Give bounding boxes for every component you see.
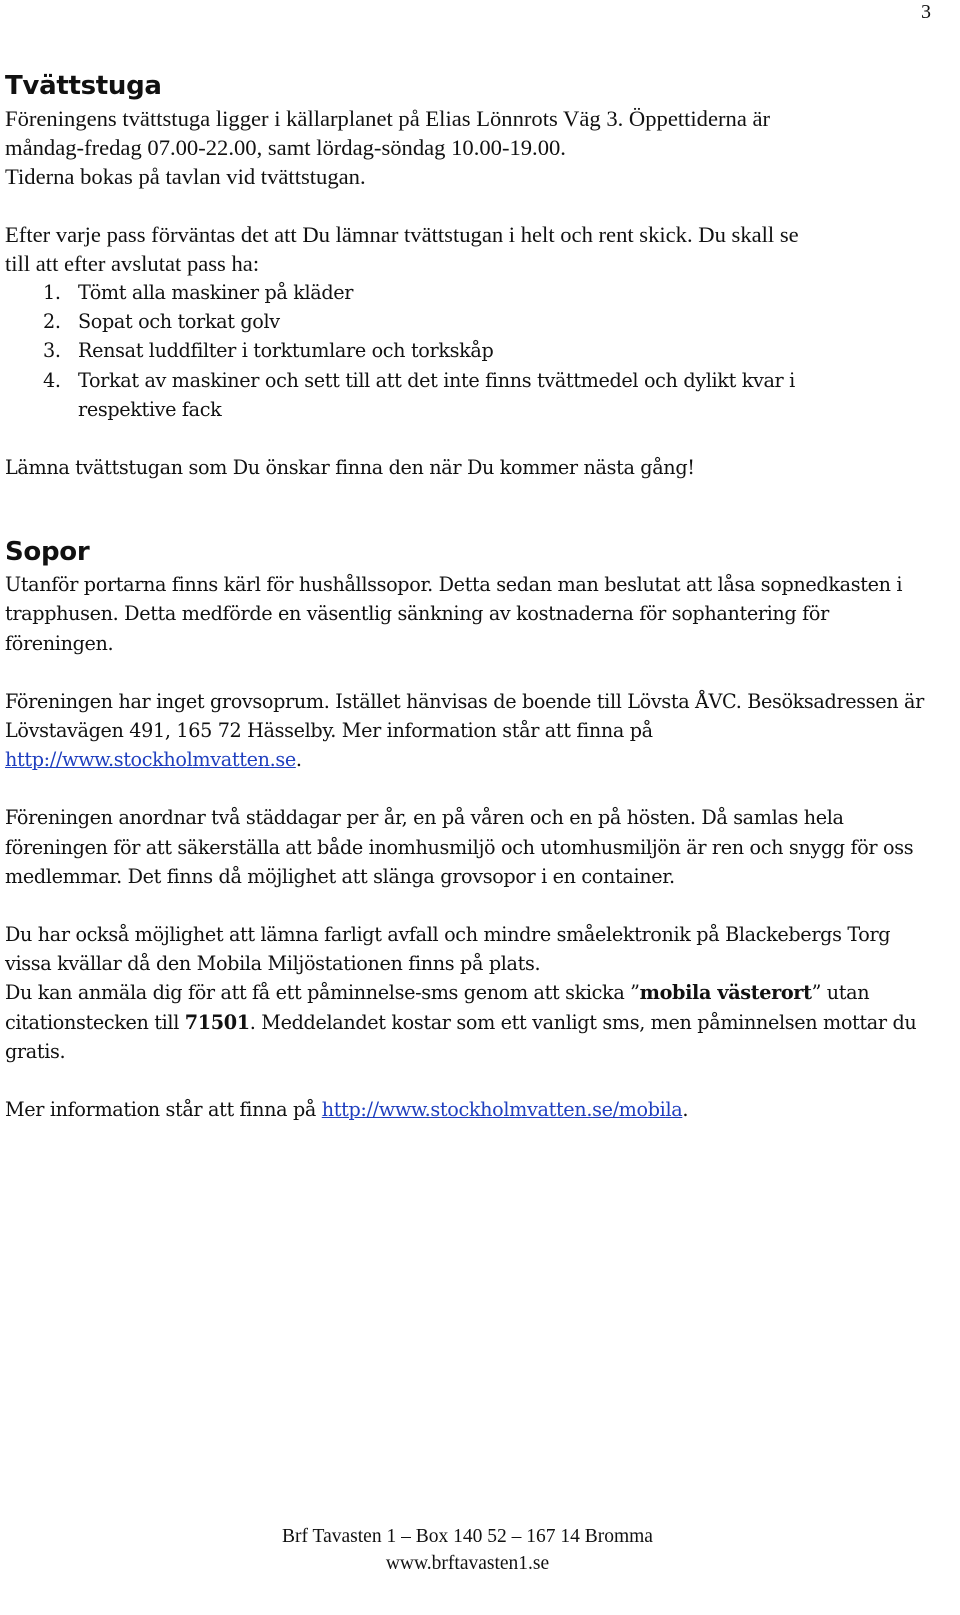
page-number: 3 bbox=[921, 1, 931, 23]
laundry-intro bbox=[5, 104, 940, 191]
page-footer bbox=[0, 1523, 935, 1577]
laundry-checklist bbox=[5, 278, 940, 424]
footer-website: www.brftavasten1.se bbox=[385, 1553, 550, 1574]
laundry-heading: Tvättstuga bbox=[5, 71, 162, 101]
waste-paragraph: Utanför portarna finns kärl för hushållssopor. Detta sedan man beslutat att låsa sopnedkasten i trapphusen. Detta medförde en väsentlig sänkning av kostnaderna för sophantering för föreningen. bbox=[5, 573, 903, 655]
waste-paragraph: Mer information står att finna på http://www.stockholmvatten.se/mobila. bbox=[5, 1098, 689, 1122]
laundry-intro-line: måndag-fredag 07.00-22.00, samt lördag-söndag 10.00-19.00. bbox=[5, 135, 566, 160]
laundry-expectation-line: Efter varje pass förväntas det att Du lämnar tvättstugan i helt och rent skick. Du skall se bbox=[5, 222, 799, 247]
waste-paragraph: Föreningen har inget grovsoprum. Istället hänvisas de boende till Lövsta ÅVC. Besöksadressen är Lövstavägen 491, 165 72 Hässelby. Mer information står att finna på http://www.stockholmvatten.se. bbox=[5, 689, 924, 772]
laundry-expectation-line: till att efter avslutat pass ha: bbox=[5, 251, 260, 276]
stockholmvatten-link[interactable]: http://www.stockholmvatten.se bbox=[5, 748, 296, 772]
laundry-expectation bbox=[5, 220, 940, 278]
waste-heading: Sopor bbox=[5, 537, 90, 568]
laundry-intro-line: Tiderna bokas på tavlan vid tvättstugan. bbox=[5, 164, 366, 189]
list-item: 4. Torkat av maskiner och sett till att det inte finns tvättmedel och dylikt kvar i respektive fack bbox=[43, 368, 795, 421]
list-item: 1. Tömt alla maskiner på kläder bbox=[43, 281, 354, 304]
stockholmvatten-mobila-link[interactable]: http://www.stockholmvatten.se/mobila bbox=[321, 1098, 683, 1122]
laundry-closing: Lämna tvättstugan som Du önskar finna den när Du kommer nästa gång! bbox=[5, 456, 695, 480]
list-item: 2. Sopat och torkat golv bbox=[43, 310, 280, 334]
waste-paragraph: Du kan anmäla dig för att få ett påminnelse-sms genom att skicka ”mobila västerort” utan citationstecken till 71501. Meddelandet kostar som ett vanligt sms, men påminnelsen mottar du gratis. bbox=[5, 981, 917, 1063]
list-item: 3. Rensat luddfilter i torktumlare och torkskåp bbox=[43, 339, 494, 363]
waste-paragraph: Föreningen anordnar två städdagar per år, en på våren och en på hösten. Då samlas hela föreningen för att säkerställa att både inomhusmiljö och utomhusmiljön är ren och snygg för oss medlemmar. Det finns då möjlighet att slänga grovsopor i en container. bbox=[5, 806, 914, 888]
footer-address: Brf Tavasten 1 – Box 140 52 – 167 14 Bromma bbox=[282, 1526, 653, 1547]
waste-paragraph: Du har också möjlighet att lämna farligt avfall och mindre småelektronik på Blackebergs Torg vissa kvällar då den Mobila Miljöstationen finns på plats. bbox=[5, 923, 891, 976]
laundry-intro-line: Föreningens tvättstuga ligger i källarplanet på Elias Lönnrots Väg 3. Öppettiderna är bbox=[5, 106, 771, 131]
document-body bbox=[5, 68, 940, 1124]
